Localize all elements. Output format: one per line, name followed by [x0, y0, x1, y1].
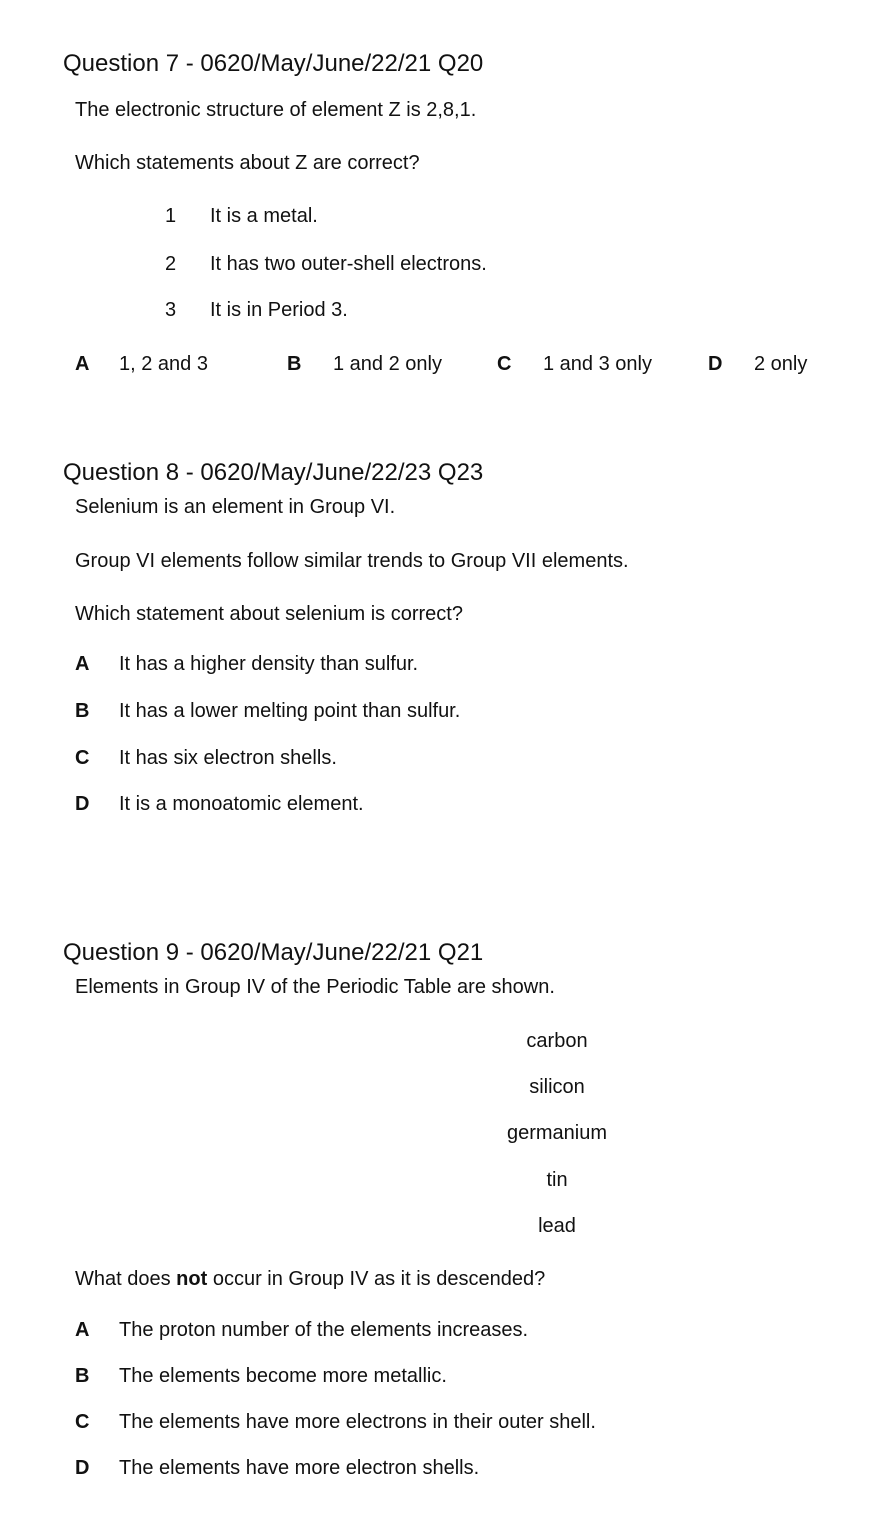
- statement-text: It is in Period 3.: [210, 299, 348, 321]
- option-text: 2 only: [754, 353, 808, 375]
- option-letter: B: [287, 353, 302, 375]
- statement-number: 1: [165, 205, 177, 227]
- question-stem: [75, 1269, 545, 1289]
- option-text: The elements have more electrons in their outer shell.: [119, 1411, 596, 1433]
- option-text: The elements become more metallic.: [119, 1365, 447, 1387]
- option-text: It has a lower melting point than sulfur.: [119, 700, 461, 722]
- option-text: The proton number of the elements increases.: [119, 1319, 529, 1341]
- option-text: It is a monoatomic element.: [119, 793, 364, 815]
- element-name: germanium: [506, 1122, 608, 1144]
- option-letter: A: [75, 1319, 90, 1341]
- question-title: Question 7 - 0620/May/June/22/21 Q20: [63, 50, 484, 77]
- option-text: 1, 2 and 3: [119, 353, 208, 375]
- option-letter: D: [708, 353, 723, 375]
- question-title: Question 9 - 0620/May/June/22/21 Q21: [63, 939, 484, 966]
- option-text: 1 and 2 only: [333, 353, 442, 375]
- statement-number: 2: [165, 253, 177, 275]
- question-stem: Which statement about selenium is correct?: [75, 603, 463, 625]
- element-name: silicon: [529, 1076, 585, 1098]
- option-text: It has six electron shells.: [119, 747, 337, 769]
- stem-text: What does: [75, 1268, 177, 1290]
- element-name: lead: [538, 1215, 576, 1237]
- statement-number: 3: [165, 299, 177, 321]
- option-text: It has a higher density than sulfur.: [119, 653, 419, 675]
- question-title: Question 8 - 0620/May/June/22/23 Q23: [63, 459, 484, 486]
- option-text: The elements have more electron shells.: [119, 1457, 480, 1479]
- element-name: tin: [546, 1169, 568, 1191]
- option-letter: C: [497, 353, 512, 375]
- stem-text: occur in Group IV as it is descended?: [207, 1268, 546, 1290]
- question-stem: Which statements about Z are correct?: [75, 152, 420, 174]
- question-stem: Elements in Group IV of the Periodic Table are shown.: [75, 976, 555, 998]
- option-letter: B: [75, 700, 90, 722]
- question-stem: The electronic structure of element Z is 2,8,1.: [75, 99, 477, 121]
- question-stem: Group VI elements follow similar trends to Group VII elements.: [75, 550, 629, 572]
- option-text: 1 and 3 only: [543, 353, 652, 375]
- question-stem: Selenium is an element in Group VI.: [75, 496, 396, 518]
- option-letter: D: [75, 793, 90, 815]
- statement-text: It is a metal.: [210, 205, 318, 227]
- stem-emphasis: not: [176, 1268, 208, 1290]
- option-letter: A: [75, 653, 90, 675]
- option-letter: C: [75, 1411, 90, 1433]
- option-letter: B: [75, 1365, 90, 1387]
- option-letter: D: [75, 1457, 90, 1479]
- element-name: carbon: [526, 1030, 588, 1052]
- option-letter: A: [75, 353, 90, 375]
- statement-text: It has two outer-shell electrons.: [210, 253, 487, 275]
- option-letter: C: [75, 747, 90, 769]
